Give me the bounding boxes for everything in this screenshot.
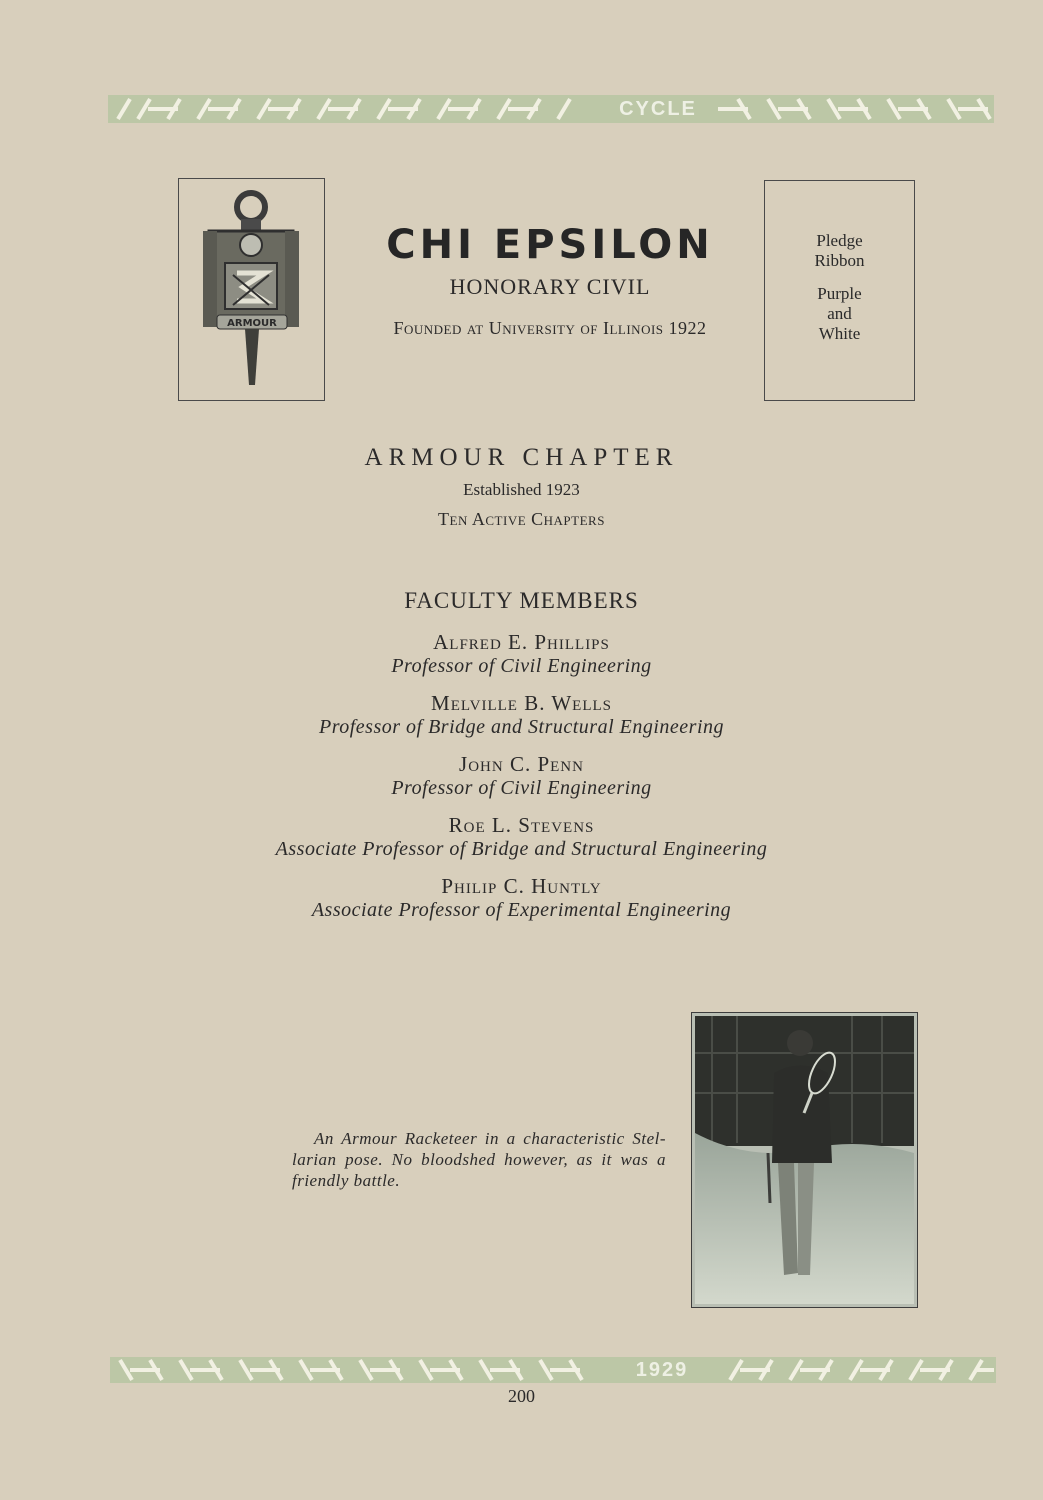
tennis-player-photo [691,1012,918,1308]
faculty-member-name: John C. Penn [459,752,584,776]
faculty-member-name: Melville B. Wells [431,691,612,715]
fraternity-name: CHI EPSILON [386,222,714,268]
band-title-cycle: CYCLE [619,97,697,120]
pledge-ribbon-box [764,180,915,401]
key-engraving: ARMOUR [227,318,277,329]
ribbon-line: Ribbon [814,251,865,270]
header-decorative-band [108,95,994,123]
ribbon-line: Purple [817,284,862,303]
band-pattern-icon [110,1357,996,1383]
chapter-established: Established 1923 [463,480,580,499]
ribbon-line: and [827,304,852,323]
ribbon-line: Pledge [816,231,863,250]
faculty-member-title: Professor of Bridge and Structural Engineering [318,716,724,738]
faculty-member-title: Professor of Civil Engineering [391,655,652,677]
faculty-member-title: Professor of Civil Engineering [391,777,652,799]
page-number: 200 [508,1386,535,1406]
faculty-member-name: Philip C. Huntly [441,874,602,898]
photo-caption-text: An Armour Racketeer in a characteristic Stel-larian pose. No bloodshed however, as it was a friendly battle. [292,1129,666,1190]
faculty-member-title: Associate Professor of Bridge and Structural Engineering [275,838,768,860]
faculty-member-name: Roe L. Stevens [448,813,595,837]
ribbon-line: White [818,324,861,343]
photo-caption [292,1128,666,1191]
faculty-member-title: Associate Professor of Experimental Engineering [311,899,732,921]
faculty-member-name: Alfred E. Phillips [433,630,610,654]
active-chapters: Ten Active Chapters [438,509,605,529]
band-pattern-icon [108,95,994,123]
tennis-player-photo-icon [692,1013,917,1307]
chapter-name: ARMOUR CHAPTER [364,444,679,471]
footer-decorative-band [110,1357,996,1383]
band-year: 1929 [635,1358,689,1381]
founded-line: Founded at University of Illinois 1922 [393,318,707,338]
fraternity-subtitle: HONORARY CIVIL [449,274,651,299]
faculty-heading: FACULTY MEMBERS [404,588,639,613]
